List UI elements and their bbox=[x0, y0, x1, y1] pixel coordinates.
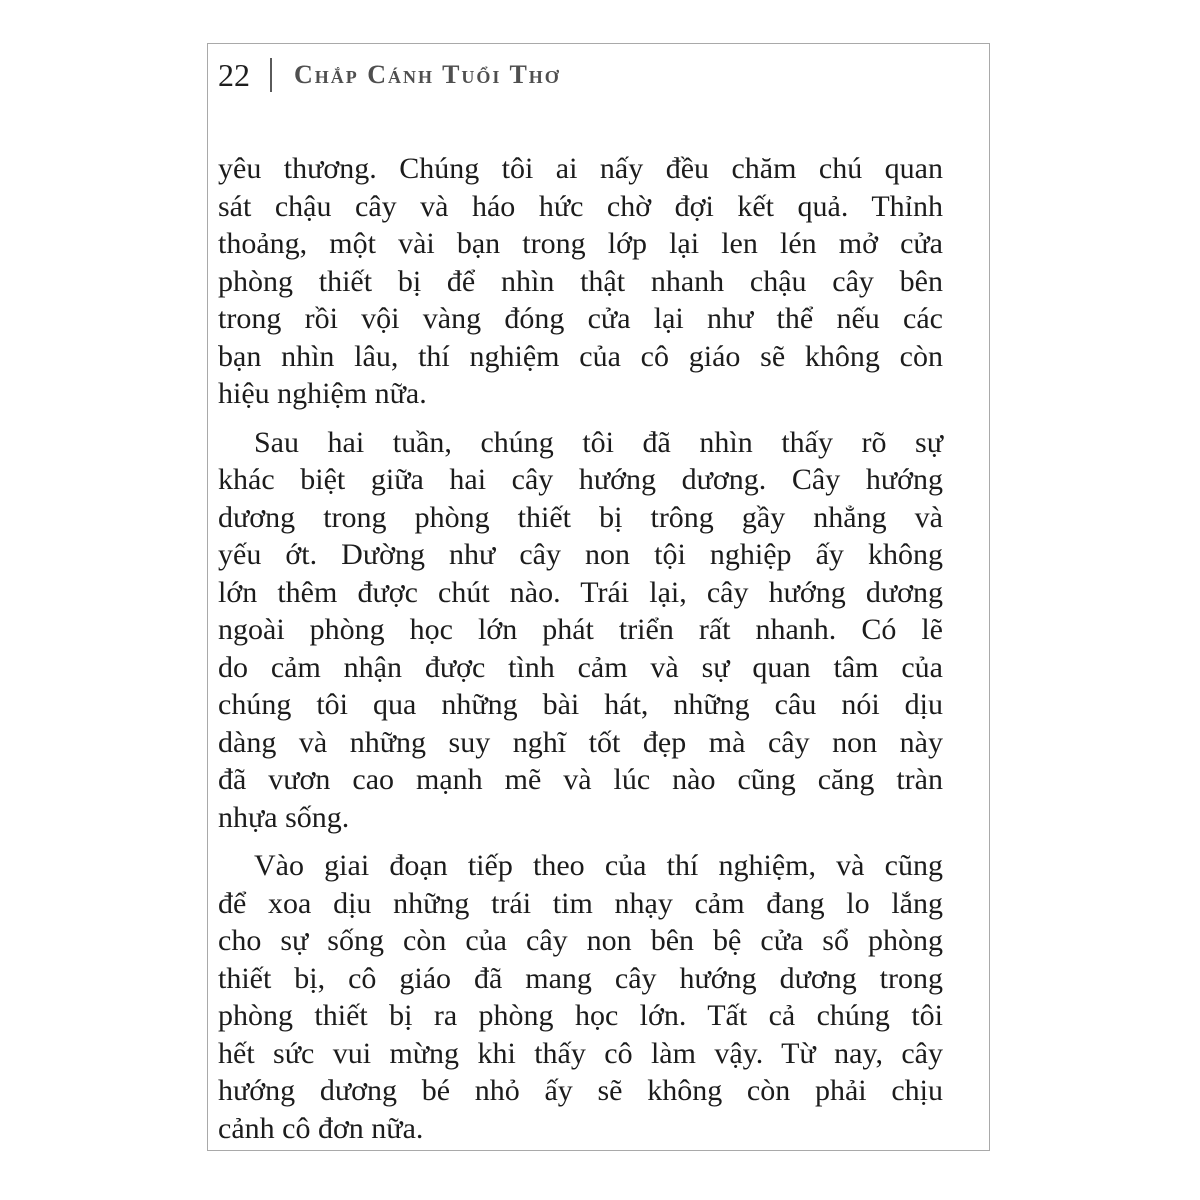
text-line: đã vươn cao mạnh mẽ và lúc nào cũng căng tràn bbox=[218, 763, 943, 796]
text-line: yêu thương. Chúng tôi ai nấy đều chăm chú quan bbox=[218, 152, 943, 185]
text-line: do cảm nhận được tình cảm và sự quan tâm của bbox=[218, 650, 943, 684]
text-line: sát chậu cây và háo hức chờ đợi kết quả. Thỉnh bbox=[218, 189, 943, 223]
text-line: dương trong phòng thiết bị trông gầy nhẳng và bbox=[218, 500, 943, 534]
page-header bbox=[218, 57, 989, 93]
book-page bbox=[207, 43, 990, 1151]
header-divider bbox=[270, 58, 272, 92]
text-line: thoảng, một vài bạn trong lớp lại len lén mở cửa bbox=[218, 227, 943, 260]
page-number: 22 bbox=[218, 57, 250, 93]
body-text bbox=[218, 150, 943, 1147]
text-line: khác biệt giữa hai cây hướng dương. Cây hướng bbox=[218, 463, 943, 496]
running-title: Chắp Cánh Tuổi Thơ bbox=[294, 60, 561, 89]
text-line: ngoài phòng học lớn phát triển rất nhanh. Có lẽ bbox=[218, 613, 943, 646]
text-line: trong rồi vội vàng đóng cửa lại như thể nếu các bbox=[218, 302, 943, 335]
text-line: yếu ớt. Dường như cây non tội nghiệp ấy không bbox=[218, 538, 943, 571]
text-line: bạn nhìn lâu, thí nghiệm của cô giáo sẽ không còn bbox=[218, 339, 943, 373]
text-line: hướng dương bé nhỏ ấy sẽ không còn phải chịu bbox=[218, 1074, 943, 1107]
text-line: để xoa dịu những trái tim nhạy cảm đang lo lắng bbox=[218, 886, 943, 920]
text-line: phòng thiết bị để nhìn thật nhanh chậu cây bên bbox=[218, 264, 943, 298]
text-line: phòng thiết bị ra phòng học lớn. Tất cả chúng tôi bbox=[218, 999, 943, 1032]
text-line: chúng tôi qua những bài hát, những câu nói dịu bbox=[218, 688, 943, 721]
text-line: nhựa sống. bbox=[218, 800, 350, 834]
text-line: hết sức vui mừng khi thấy cô làm vậy. Từ nay, cây bbox=[218, 1036, 943, 1070]
text-line: Sau hai tuần, chúng tôi đã nhìn thấy rõ sự bbox=[254, 425, 943, 459]
text-line: cho sự sống còn của cây non bên bệ cửa sổ phòng bbox=[218, 924, 943, 957]
text-line: Vào giai đoạn tiếp theo của thí nghiệm, và cũng bbox=[254, 849, 943, 882]
paragraph bbox=[218, 847, 943, 1147]
text-line: lớn thêm được chút nào. Trái lại, cây hướng dương bbox=[218, 575, 943, 609]
text-line: dàng và những suy nghĩ tốt đẹp mà cây non này bbox=[218, 725, 943, 759]
paragraph bbox=[218, 424, 943, 837]
text-line: thiết bị, cô giáo đã mang cây hướng dương trong bbox=[218, 961, 943, 995]
text-line: hiệu nghiệm nữa. bbox=[218, 377, 427, 410]
text-line: cảnh cô đơn nữa. bbox=[218, 1111, 424, 1145]
paragraph bbox=[218, 150, 943, 413]
